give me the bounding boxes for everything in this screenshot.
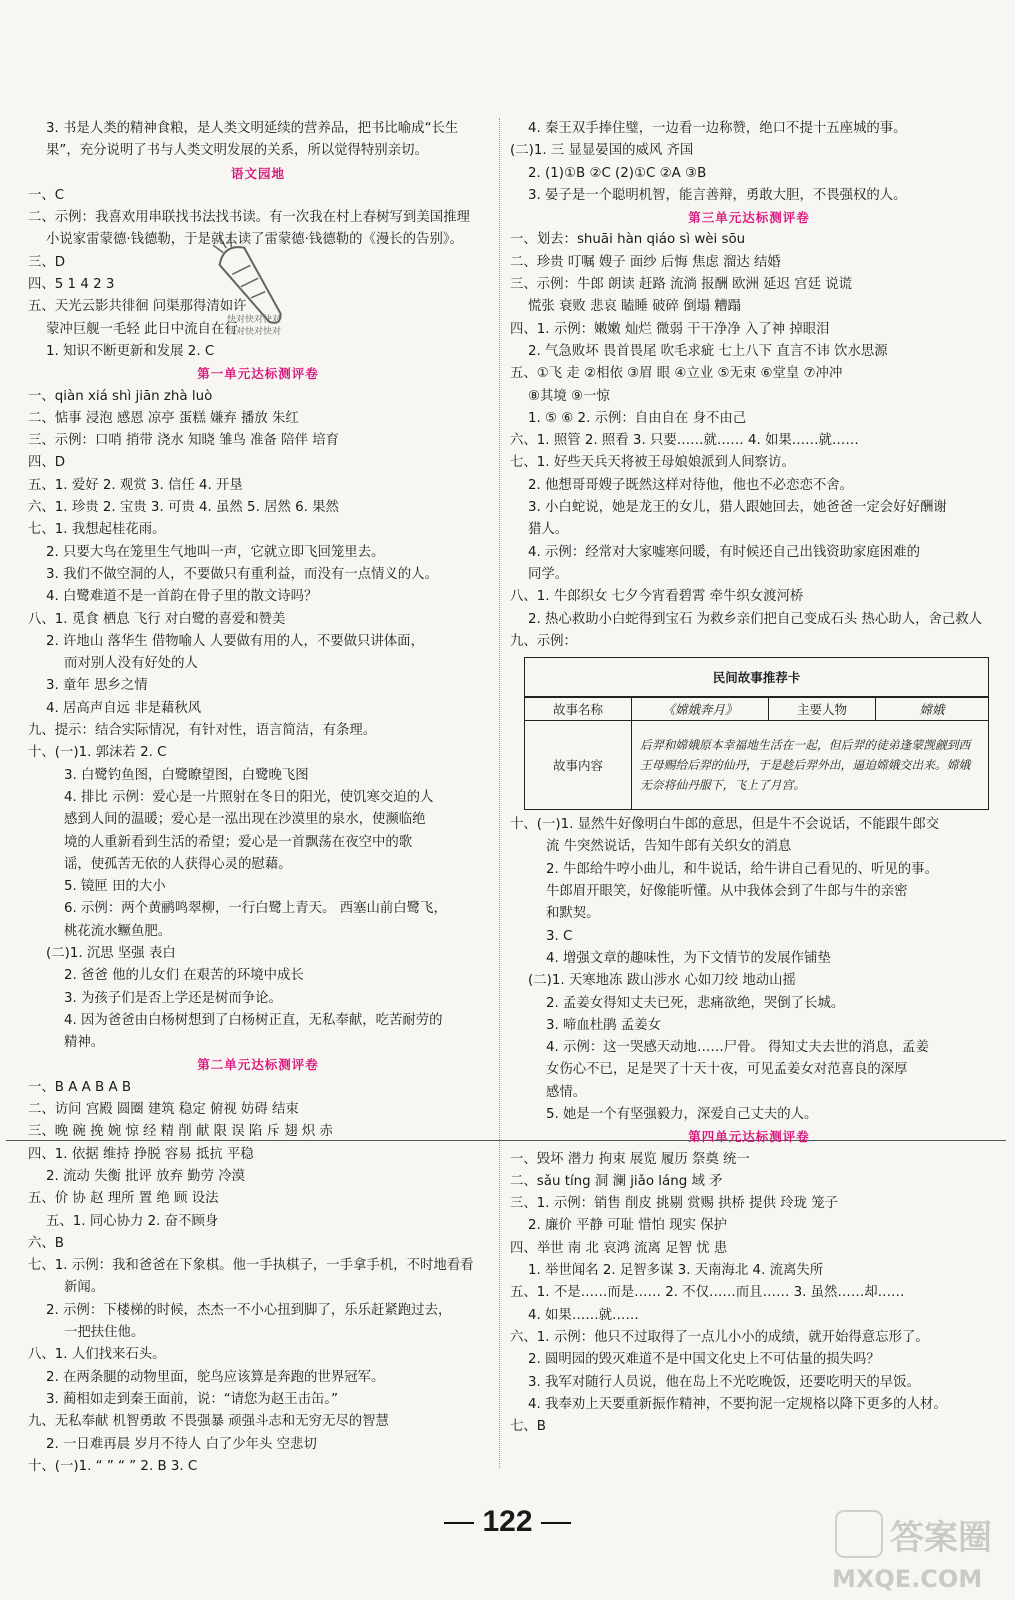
answer-line: 二、珍贵 叮嘱 嫂子 面纱 后悔 焦虑 溜达 结婚 xyxy=(510,254,781,270)
answer-line: 3. 我军对随行人员说，他在岛上不光吃晚饭，还要吃明天的早饭。 xyxy=(528,1374,920,1390)
answer-line: 七、1. 我想起桂花雨。 xyxy=(28,522,166,538)
answer-line: 四、1. 依据 维持 挣脱 容易 抵抗 平稳 xyxy=(28,1146,254,1162)
answer-line: 一、划去：shuāi hàn qiáo sì wèi sōu xyxy=(510,232,746,248)
answer-line: 3. 小白蛇说，她是龙王的女儿，猎人跟她回去，她爸爸一定会好好酬谢 xyxy=(528,500,947,516)
answer-line: 七、B xyxy=(510,1419,546,1435)
answer-line: 4. 示例：这一哭感天动地……尸骨。 得知丈夫去世的消息，孟姜 xyxy=(546,1040,929,1056)
answer-line: 3. 晏子是一个聪明机智，能言善辩，勇敢大胆，不畏强权的人。 xyxy=(528,187,907,203)
answer-line: 和默契。 xyxy=(546,906,600,922)
answer-line: 猎人。 xyxy=(528,522,569,538)
answer-line: 3. 童年 思乡之情 xyxy=(46,678,148,694)
main-character-label: 主要人物 xyxy=(769,697,876,721)
answer-line: 九、无私奉献 机智勇敢 不畏强暴 顽强斗志和无穷无尽的智慧 xyxy=(28,1414,389,1430)
answer-line: 3. 啼血杜鹃 孟姜女 xyxy=(546,1017,662,1033)
watermark-logo xyxy=(818,1505,1008,1595)
answer-line: 六、B xyxy=(28,1235,64,1251)
answer-line: 七、1. 示例：我和爸爸在下象棋。他一手执棋子，一手拿手机，不时地看看 xyxy=(28,1258,474,1274)
answer-line: 五、价 协 赵 理所 置 绝 顾 设法 xyxy=(28,1191,219,1207)
answer-line: 2. 流动 失衡 批评 放弃 勤劳 冷漠 xyxy=(46,1168,246,1184)
answer-line: 感到人间的温暖；爱心是一泓出现在沙漠里的泉水，使濒临绝 xyxy=(64,812,426,828)
right-column xyxy=(510,118,988,1438)
answer-line: 1. 知识不断更新和发展 2. C xyxy=(46,343,215,359)
section-heading: 语文园地 xyxy=(230,165,285,181)
answer-line: (二)1. 沉思 坚强 表白 xyxy=(46,945,176,961)
answer-line: 三、示例：牛郎 朗读 赶路 流淌 报酬 欧洲 延迟 宫廷 说谎 xyxy=(510,277,853,293)
answer-line: 2. 一日难再晨 岁月不待人 白了少年头 空悲切 xyxy=(46,1436,317,1452)
answer-line: 2. 牛郎给牛哼小曲儿，和牛说话，给牛讲自己看见的、听见的事。 xyxy=(546,861,938,877)
answer-line: (二)1. 三 显显晏国的威风 齐国 xyxy=(510,143,694,159)
answer-line: 2. 爸爸 他的儿女们 在艰苦的环境中成长 xyxy=(64,968,304,984)
answer-line: 新闻。 xyxy=(64,1280,105,1296)
story-name-label: 故事名称 xyxy=(525,697,632,721)
answer-line: 慌张 衰败 悲哀 瞌睡 破碎 倒塌 糟蹋 xyxy=(528,299,742,315)
carrot-sticker xyxy=(207,230,297,340)
answer-line: 二、示例：我喜欢用串联找书法找书读。有一次我在村上春树写到美国推理 xyxy=(28,210,470,226)
watermark-title: 答案圈 xyxy=(890,1518,992,1558)
answer-line: 十、(一)1. “ ” “ ” 2. B 3. C xyxy=(28,1458,198,1474)
section-heading: 第四单元达标测评卷 xyxy=(688,1129,810,1145)
answer-line: 2. 孟姜女得知丈夫已死，悲痛欲绝，哭倒了长城。 xyxy=(546,995,845,1011)
story-content-value: 后羿和嫦娥原本幸福地生活在一起，但后羿的徒弟逢蒙觊觎到西王母赐给后羿的仙丹，于是趁后羿外出，逼迫嫦娥交出来。嫦娥无奈将仙丹服下，飞上了月宫。 xyxy=(632,721,989,810)
answer-line: 4. 白鹭难道不是一首韵在骨子里的散文诗吗？ xyxy=(46,589,318,605)
answer-line: 3. C xyxy=(546,928,573,944)
right-column-bottom xyxy=(510,814,988,1438)
answer-line: 女伤心不已，足是哭了十天十夜，可见孟姜女对范喜良的深厚 xyxy=(546,1062,908,1078)
answer-line: 九、示例： xyxy=(510,633,577,649)
answer-line: 同学。 xyxy=(528,566,569,582)
answer-line: 五、①飞 走 ②相依 ③眉 眼 ④立业 ⑤无束 ⑥堂皇 ⑦冲冲 xyxy=(510,366,843,382)
answer-line: 3. 白鹭钓鱼图，白鹭瞭望图，白鹭晚飞图 xyxy=(64,767,309,783)
sticker-text-1: 快对快对快对 xyxy=(227,315,282,325)
answer-line: 八、1. 人们找来石头。 xyxy=(28,1347,166,1363)
answer-line: 4. 示例：经常对大家嘘寒问暖，有时候还自己出钱资助家庭困难的 xyxy=(528,544,920,560)
answer-line: 一把扶住他。 xyxy=(64,1325,145,1341)
answer-line: 五、1. 同心协力 2. 奋不顾身 xyxy=(46,1213,219,1229)
section-heading: 第三单元达标测评卷 xyxy=(688,210,810,226)
answer-line: 4. 因为爸爸由白杨树想到了白杨树正直，无私奉献，吃苦耐劳的 xyxy=(64,1012,443,1028)
answer-line: 一、B A A B A B xyxy=(28,1079,132,1095)
answer-line: 小说家雷蒙德·钱德勒，于是就去读了雷蒙德·钱德勒的《漫长的告别》。 xyxy=(46,232,463,248)
answer-line: 五、1. 不是……而是…… 2. 不仅……而且…… 3. 虽然……却…… xyxy=(510,1285,905,1301)
answer-line: 2. 示例：下楼梯的时候，杰杰一不小心扭到脚了，乐乐赶紧跑过去， xyxy=(46,1302,452,1318)
answer-line: 六、1. 示例：他只不过取得了一点儿小小的成绩，就开始得意忘形了。 xyxy=(510,1329,929,1345)
story-recommendation-card xyxy=(524,657,989,810)
answer-line: 1. 举世闻名 2. 足智多谋 3. 天南海北 4. 流离失所 xyxy=(528,1263,824,1279)
answer-line: 二、访问 宫殿 圆圈 建筑 稳定 俯视 妨碍 结束 xyxy=(28,1102,299,1118)
answer-line: (二)1. 天寒地冻 跋山涉水 心如刀绞 地动山摇 xyxy=(528,973,796,989)
answer-line: 四、5 1 4 2 3 xyxy=(28,277,115,293)
answer-line: 2. 气急败坏 畏首畏尾 吹毛求疵 七上八下 直言不讳 饮水思源 xyxy=(528,343,888,359)
answer-line: 九、提示：结合实际情况，有针对性，语言简洁，有条理。 xyxy=(28,723,377,739)
answer-line: 2. 热心救助小白蛇得到宝石 为救乡亲们把自己变成石头 热心助人，舍己救人 xyxy=(528,611,983,627)
answer-line: 五、天光云影共徘徊 问渠那得清如许 xyxy=(28,299,247,315)
answer-line: 1. ⑤ ⑥ 2. 示例：自由自在 身不由己 xyxy=(528,410,747,426)
answer-line: 3. 为孩子们是否上学还是树而争论。 xyxy=(64,990,282,1006)
answer-line: 四、1. 示例：嫩嫩 灿烂 微弱 干干净净 入了神 掉眼泪 xyxy=(510,321,830,337)
answer-line: 2. (1)①B ②C (2)①C ②A ③B xyxy=(528,165,707,181)
section-heading: 第二单元达标测评卷 xyxy=(197,1057,319,1073)
story-content-label: 故事内容 xyxy=(525,721,632,810)
answer-line: 七、1. 好些天兵天将被王母娘娘派到人间察访。 xyxy=(510,455,795,471)
answer-line: 而对别人没有好处的人 xyxy=(64,656,198,672)
answer-line: 2. 他想哥哥嫂子既然这样对待他，他也不必恋恋不舍。 xyxy=(528,477,854,493)
answer-line: 2. 许地山 落华生 借物喻人 人要做有用的人，不要做只讲体面， xyxy=(46,633,424,649)
answer-line: 二、惦事 浸泡 感恩 凉亭 蛋糕 嫌弃 播放 朱红 xyxy=(28,410,299,426)
answer-line: 2. 圆明园的毁灭难道不是中国文化史上不可估量的损失吗？ xyxy=(528,1352,880,1368)
watermark-url: MXQE.COM xyxy=(832,1565,983,1593)
answer-line: 3. 书是人类的精神食粮，是人类文明延续的营养品，把书比喻成“长生 xyxy=(46,121,459,136)
answer-line: 谣，使孤苦无依的人获得心灵的慰藉。 xyxy=(64,856,292,872)
answer-line: 八、1. 牛郎织女 七夕今宵看碧霄 牵牛织女渡河桥 xyxy=(510,589,804,605)
answer-line: 2. 只要大鸟在笼里生气地叫一声，它就立即飞回笼里去。 xyxy=(46,544,385,560)
answer-line: 感情。 xyxy=(546,1084,587,1100)
answer-line: 蒙冲巨舰一毛轻 此日中流自在行 xyxy=(46,321,238,337)
answer-line: 一、C xyxy=(28,187,65,203)
answer-line: 牛郎眉开眼笑，好像能听懂。从中我体会到了牛郎与牛的亲密 xyxy=(546,884,908,900)
answer-line: 果”，充分说明了书与人类文明发展的关系，所以觉得特别亲切。 xyxy=(46,143,428,159)
main-character-value: 嫦娥 xyxy=(876,697,989,721)
answer-line: 2. 在两条腿的动物里面，鸵鸟应该算是奔跑的世界冠军。 xyxy=(46,1369,385,1385)
answer-line: 6. 示例：两个黄鹂鸣翠柳，一行白鹭上青天。 西塞山前白鹭飞， xyxy=(64,901,447,917)
story-name-value: 《嫦娥奔月》 xyxy=(632,697,769,721)
answer-line: 十、(一)1. 显然牛好像明白牛郎的意思，但是牛不会说话，不能跟牛郎交 xyxy=(510,817,940,833)
answer-line: 境的人重新看到生活的希望；爱心是一首飘荡在夜空中的歌 xyxy=(64,834,413,850)
answer-line: 桃花流水鳜鱼肥。 xyxy=(64,923,172,939)
answer-line: 五、1. 爱好 2. 观赏 3. 信任 4. 开垦 xyxy=(28,477,243,493)
answer-line: 4. 秦王双手捧住璧，一边看一边称赞，绝口不提十五座城的事。 xyxy=(528,121,907,136)
answer-line: 三、1. 示例：销售 削皮 挑剔 赏赐 拱桥 提供 玲珑 笼子 xyxy=(510,1196,839,1212)
answer-line: 4. 居高声自远 非是藉秋风 xyxy=(46,700,202,716)
answer-line: 4. 我奉劝上天要重新振作精神，不要拘泥一定规格以降下更多的人材。 xyxy=(528,1396,947,1412)
answer-line: 3. 我们不做空洞的人，不要做只有重利益，而没有一点情义的人。 xyxy=(46,566,438,582)
answer-line: ⑧其境 ⑨一惊 xyxy=(528,388,610,404)
column-separator xyxy=(499,118,500,1468)
section-heading: 第一单元达标测评卷 xyxy=(197,366,319,382)
answer-line: 六、1. 珍贵 2. 宝贵 3. 可贵 4. 虽然 5. 居然 6. 果然 xyxy=(28,500,339,516)
page-number: 122 xyxy=(430,1505,585,1539)
answer-line: 4. 如果……就…… xyxy=(528,1307,639,1323)
answer-line: 十、(一)1. 郭沫若 2. C xyxy=(28,745,167,761)
answer-line: 精神。 xyxy=(64,1035,105,1051)
answer-line: 八、1. 觅食 栖息 飞行 对白鹭的喜爱和赞美 xyxy=(28,611,286,627)
answer-line: 2. 廉价 平静 可耻 惜怕 现实 保护 xyxy=(528,1218,728,1234)
right-column-top xyxy=(510,118,988,653)
answer-line: 四、举世 南 北 哀鸿 流离 足智 忧 患 xyxy=(510,1240,728,1256)
answer-line: 5. 她是一个有坚强毅力，深爱自己丈夫的人。 xyxy=(546,1106,818,1122)
answer-line: 5. 镜匣 田的大小 xyxy=(64,879,166,895)
answer-line: 三、D xyxy=(28,254,66,270)
sticker-text-2: 快对快对快对 xyxy=(227,327,282,337)
answer-line: 一、qiàn xiá shì jiān zhà luò xyxy=(28,388,213,404)
answer-line: 4. 增强文章的趣味性，为下文情节的发展作铺垫 xyxy=(546,950,831,966)
card-title: 民间故事推荐卡 xyxy=(525,658,989,698)
answer-line: 流 牛突然说话，告知牛郎有关织女的消息 xyxy=(546,839,792,855)
answer-line: 一、毁坏 潜力 拘束 展览 履历 祭奠 统一 xyxy=(510,1151,750,1167)
answer-line: 四、D xyxy=(28,455,66,471)
answer-line: 三、晚 碗 挽 婉 惊 经 精 削 献 限 误 陷 斥 翅 炽 赤 xyxy=(28,1124,333,1140)
answer-line: 4. 排比 示例：爱心是一片照射在冬日的阳光，使饥寒交迫的人 xyxy=(64,789,434,805)
answer-line: 3. 蔺相如走到秦王面前，说：“请您为赵王击缶。” xyxy=(46,1391,339,1407)
answer-line: 二、sǎu tíng 洞 澜 jiǎo láng 域 矛 xyxy=(510,1173,723,1189)
answer-line: 三、示例：口哨 捎带 浇水 知晓 雏鸟 准备 陪伴 培育 xyxy=(28,433,339,449)
answer-line: 六、1. 照管 2. 照看 3. 只要……就…… 4. 如果……就…… xyxy=(510,433,859,449)
